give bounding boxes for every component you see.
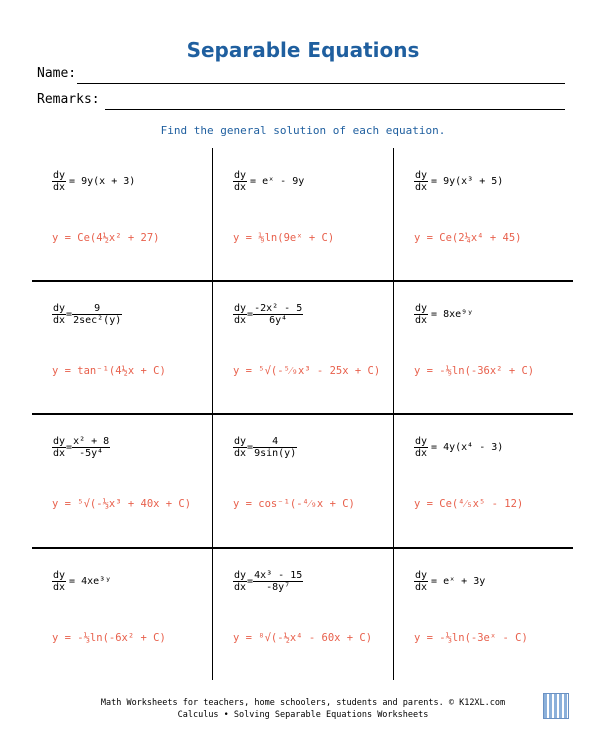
rhs-denominator: 2sec²(y) [73, 315, 122, 326]
problem-equation [52, 170, 135, 193]
problem-cell [32, 281, 212, 413]
derivative-numerator: dy [234, 303, 247, 314]
rhs-fraction [253, 436, 297, 459]
problem-equation [52, 436, 110, 459]
derivative-numerator: dy [53, 570, 66, 581]
rhs-fraction [72, 303, 122, 326]
derivative-fraction [414, 436, 428, 459]
problem-cell [394, 281, 574, 413]
problem-cell [213, 281, 393, 413]
equation-rhs: = eˣ - 9y [250, 176, 305, 187]
answer-text: y = -⅓ln(-6x² + C) [52, 632, 166, 644]
problem-equation [414, 570, 485, 593]
equals-sign: = [247, 576, 254, 587]
derivative-denominator: dx [234, 448, 247, 459]
equals-sign: = [66, 442, 73, 453]
answer-text: y = Ce(4½x² + 27) [52, 232, 160, 244]
page-title: Separable Equations [186, 38, 420, 62]
name-label: Name: [37, 66, 77, 81]
derivative-denominator: dx [415, 182, 428, 193]
problem-cell [213, 548, 393, 680]
answer-text: y = -⅑ln(-36x² + C) [414, 365, 535, 377]
derivative-fraction [52, 170, 66, 193]
rhs-denominator: 6y⁴ [253, 314, 303, 326]
answer-text: y = cos⁻¹(-⁴⁄₉x + C) [233, 498, 355, 510]
problem-equation [414, 436, 503, 459]
rhs-fraction [253, 570, 303, 593]
remarks-field[interactable] [37, 92, 565, 108]
equals-sign: = [247, 309, 254, 320]
derivative-fraction [52, 303, 66, 326]
derivative-numerator: dy [53, 436, 66, 447]
name-line[interactable] [77, 83, 565, 84]
derivative-denominator: dx [234, 582, 247, 593]
answer-text: y = ⅑ln(9eˣ + C) [233, 232, 335, 244]
rhs-numerator: -2x² - 5 [254, 303, 303, 314]
derivative-numerator: dy [234, 570, 247, 581]
derivative-fraction [414, 303, 428, 326]
equation-rhs: = 9y(x + 3) [69, 176, 136, 187]
answer-text: y = tan⁻¹(4½x + C) [52, 365, 166, 377]
instructions: Find the general solution of each equation. [160, 124, 446, 137]
rhs-numerator: x² + 8 [73, 436, 110, 447]
footer-line-1: Math Worksheets for teachers, home schoolers, students and parents. © K12XL.com [100, 698, 506, 708]
derivative-denominator: dx [53, 182, 66, 193]
problem-equation [233, 436, 297, 459]
derivative-fraction [414, 170, 428, 193]
equation-rhs: = 4y(x⁴ - 3) [431, 442, 504, 453]
problem-equation [233, 170, 304, 193]
answer-text: y = ⁸√(-½x⁴ - 60x + C) [233, 632, 373, 644]
equals-sign: = [66, 309, 73, 320]
qr-code-icon [543, 693, 569, 719]
rhs-denominator: -8y⁷ [253, 581, 303, 593]
rhs-fraction [253, 303, 303, 326]
derivative-numerator: dy [415, 303, 428, 314]
derivative-numerator: dy [234, 436, 247, 447]
problem-cell [32, 548, 212, 680]
derivative-fraction [52, 570, 66, 593]
equation-rhs: = eˣ + 3y [431, 576, 486, 587]
derivative-fraction [233, 570, 247, 593]
problem-cell [394, 548, 574, 680]
equals-sign: = [247, 442, 254, 453]
derivative-denominator: dx [53, 448, 66, 459]
problem-equation [52, 570, 111, 593]
problem-equation [233, 570, 303, 593]
derivative-numerator: dy [53, 303, 66, 314]
rhs-denominator: 9sin(y) [254, 448, 297, 459]
equation-rhs: = 8xe⁹ʸ [431, 309, 474, 320]
derivative-denominator: dx [234, 315, 247, 326]
derivative-denominator: dx [53, 315, 66, 326]
footer-line-2: Calculus • Solving Separable Equations Worksheets [177, 710, 429, 720]
rhs-numerator: 9 [94, 303, 101, 314]
derivative-fraction [233, 303, 247, 326]
problem-cell [213, 148, 393, 280]
problem-equation [52, 303, 122, 326]
problem-grid [32, 148, 573, 680]
problem-cell [213, 414, 393, 546]
answer-text: y = Ce(⁴⁄₅x⁵ - 12) [414, 498, 524, 510]
derivative-denominator: dx [415, 448, 428, 459]
derivative-denominator: dx [415, 582, 428, 593]
derivative-fraction [52, 436, 66, 459]
derivative-denominator: dx [53, 582, 66, 593]
problem-equation [414, 170, 503, 193]
derivative-numerator: dy [415, 170, 428, 181]
rhs-fraction [72, 436, 110, 459]
derivative-fraction [233, 170, 247, 193]
answer-text: y = -⅓ln(-3eˣ - C) [414, 632, 528, 644]
problem-cell [394, 148, 574, 280]
answer-text: y = Ce(2¼x⁴ + 45) [414, 232, 522, 244]
problem-equation [414, 303, 473, 326]
equation-rhs: = 4xe³ʸ [69, 576, 112, 587]
derivative-numerator: dy [234, 170, 247, 181]
answer-text: y = ⁵√(-⅓x³ + 40x + C) [52, 498, 192, 510]
derivative-fraction [233, 436, 247, 459]
answer-text: y = ⁵√(-⁵⁄₉x³ - 25x + C) [233, 365, 381, 377]
name-field[interactable] [37, 66, 565, 82]
rhs-numerator: 4x³ - 15 [254, 570, 303, 581]
problem-cell [394, 414, 574, 546]
derivative-numerator: dy [53, 170, 66, 181]
derivative-denominator: dx [415, 315, 428, 326]
derivative-denominator: dx [234, 182, 247, 193]
problem-cell [32, 148, 212, 280]
problem-equation [233, 303, 303, 326]
rhs-numerator: 4 [272, 436, 279, 447]
remarks-label: Remarks: [37, 92, 100, 107]
rhs-denominator: -5y⁴ [72, 447, 110, 459]
remarks-line[interactable] [105, 109, 565, 110]
derivative-numerator: dy [415, 436, 428, 447]
derivative-fraction [414, 570, 428, 593]
equation-rhs: = 9y(x³ + 5) [431, 176, 504, 187]
derivative-numerator: dy [415, 570, 428, 581]
footer [0, 697, 606, 721]
problem-cell [32, 414, 212, 546]
